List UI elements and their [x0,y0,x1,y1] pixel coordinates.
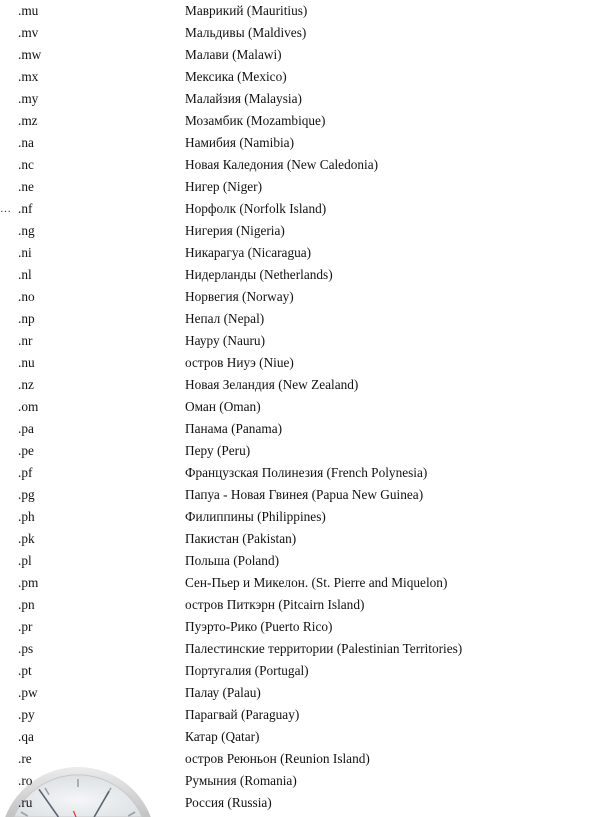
domain-code: .pt [18,663,32,678]
country-name: Мексика (Mexico) [185,69,287,84]
domain-code: .ru [18,795,33,810]
table-row [0,3,606,25]
domain-code: .ni [18,245,32,260]
domain-code: .mu [18,3,39,18]
country-name: Пуэрто-Рико (Puerto Rico) [185,619,333,634]
country-name: Малави (Malawi) [185,47,282,62]
table-row [0,641,606,663]
table-row [0,575,606,597]
country-name: Новая Каледония (New Caledonia) [185,157,379,172]
domain-code: .nz [18,377,34,392]
country-name: Нидерланды (Netherlands) [185,267,333,282]
domain-code: .ps [18,641,34,656]
country-name: Палау (Palau) [185,685,261,700]
domain-code: .om [18,399,39,414]
table-row [0,795,606,817]
domain-code: .mz [18,113,38,128]
table-row [0,619,606,641]
table-row [0,553,606,575]
domain-code: .mv [18,25,39,40]
domain-code: .ng [18,223,35,238]
country-name: Мальдивы (Maldives) [185,25,307,40]
domain-code: .pn [18,597,35,612]
domain-code: .qa [18,729,34,744]
domain-code: .pr [18,619,33,634]
domain-code: .np [18,311,35,326]
table-row [0,201,606,223]
table-row [0,113,606,135]
table-row [0,443,606,465]
country-name: остров Ниуэ (Niue) [185,355,294,370]
table-row [0,25,606,47]
country-name: Никарагуа (Nicaragua) [185,245,312,260]
country-name: Маврикий (Mauritius) [185,3,308,18]
table-row [0,355,606,377]
table-row [0,487,606,509]
table-row [0,729,606,751]
domain-code: .pk [18,531,35,546]
country-name: Папуа - Новая Гвинея (Papua New Guinea) [185,487,424,502]
domain-code: .pl [18,553,32,568]
country-name: остров Питкэрн (Pitcairn Island) [185,597,365,612]
domain-code: .no [18,289,35,304]
country-name: Парагвай (Paraguay) [185,707,300,722]
country-name: Польша (Poland) [185,553,280,568]
domain-code: .na [18,135,34,150]
table-row [0,421,606,443]
domain-code: .pa [18,421,34,436]
country-name: Малайзия (Malaysia) [185,91,302,106]
country-name: Пакистан (Pakistan) [185,531,297,546]
domain-code: .mx [18,69,39,84]
table-row [0,311,606,333]
country-name: Нигерия (Nigeria) [185,223,285,238]
country-name: Мозамбик (Mozambique) [185,113,326,128]
table-row [0,399,606,421]
country-name: Науру (Nauru) [185,333,266,348]
country-name: Палестинские территории (Palestinian Territories) [185,641,463,656]
table-row [0,509,606,531]
table-row [0,531,606,553]
domain-code: .pe [18,443,34,458]
country-name: Оман (Oman) [185,399,261,414]
table-row [0,663,606,685]
margin-ellipsis: … [0,203,11,215]
domain-code: .pw [18,685,38,700]
table-row [0,157,606,179]
table-row [0,289,606,311]
table-row [0,685,606,707]
country-name: Филиппины (Philippines) [185,509,326,524]
country-name: Перу (Peru) [185,443,251,458]
domain-code: .pg [18,487,35,502]
domain-code: .nr [18,333,33,348]
domain-code: .ro [18,773,33,788]
domain-code: .mw [18,47,42,62]
domain-code: .ne [18,179,34,194]
domain-code: .my [18,91,39,106]
domain-code: .nl [18,267,32,282]
table-row [0,47,606,69]
domain-code: .nu [18,355,35,370]
table-row [0,267,606,289]
table-row [0,333,606,355]
table-row [0,377,606,399]
table-row [0,465,606,487]
table-row [0,751,606,773]
country-name: остров Реюньон (Reunion Island) [185,751,370,766]
domain-code: .pm [18,575,39,590]
country-name: Новая Зеландия (New Zealand) [185,377,359,392]
table-row [0,223,606,245]
table-row [0,773,606,795]
table-row [0,91,606,113]
country-name: Норвегия (Norway) [185,289,294,304]
domain-code: .ph [18,509,35,524]
country-name: Панама (Panama) [185,421,283,436]
table-row [0,69,606,91]
country-name: Непал (Nepal) [185,311,265,326]
country-name: Нигер (Niger) [185,179,263,194]
table-row [0,135,606,157]
domain-code: .nc [18,157,34,172]
country-name: Румыния (Romania) [185,773,297,788]
domain-code: .re [18,751,32,766]
domain-code: .nf [18,201,33,216]
table-row [0,707,606,729]
country-name: Сен-Пьер и Микелон. (St. Pierre and Miquelon) [185,575,448,590]
country-name: Французская Полинезия (French Polynesia) [185,465,428,480]
country-name: Португалия (Portugal) [185,663,309,678]
country-name: Россия (Russia) [185,795,272,810]
country-name: Катар (Qatar) [185,729,260,744]
domain-code: .pf [18,465,33,480]
table-row [0,245,606,267]
country-name: Норфолк (Norfolk Island) [185,201,327,216]
table-row [0,179,606,201]
table-row [0,597,606,619]
country-name: Намибия (Namibia) [185,135,294,150]
domain-code: .py [18,707,35,722]
